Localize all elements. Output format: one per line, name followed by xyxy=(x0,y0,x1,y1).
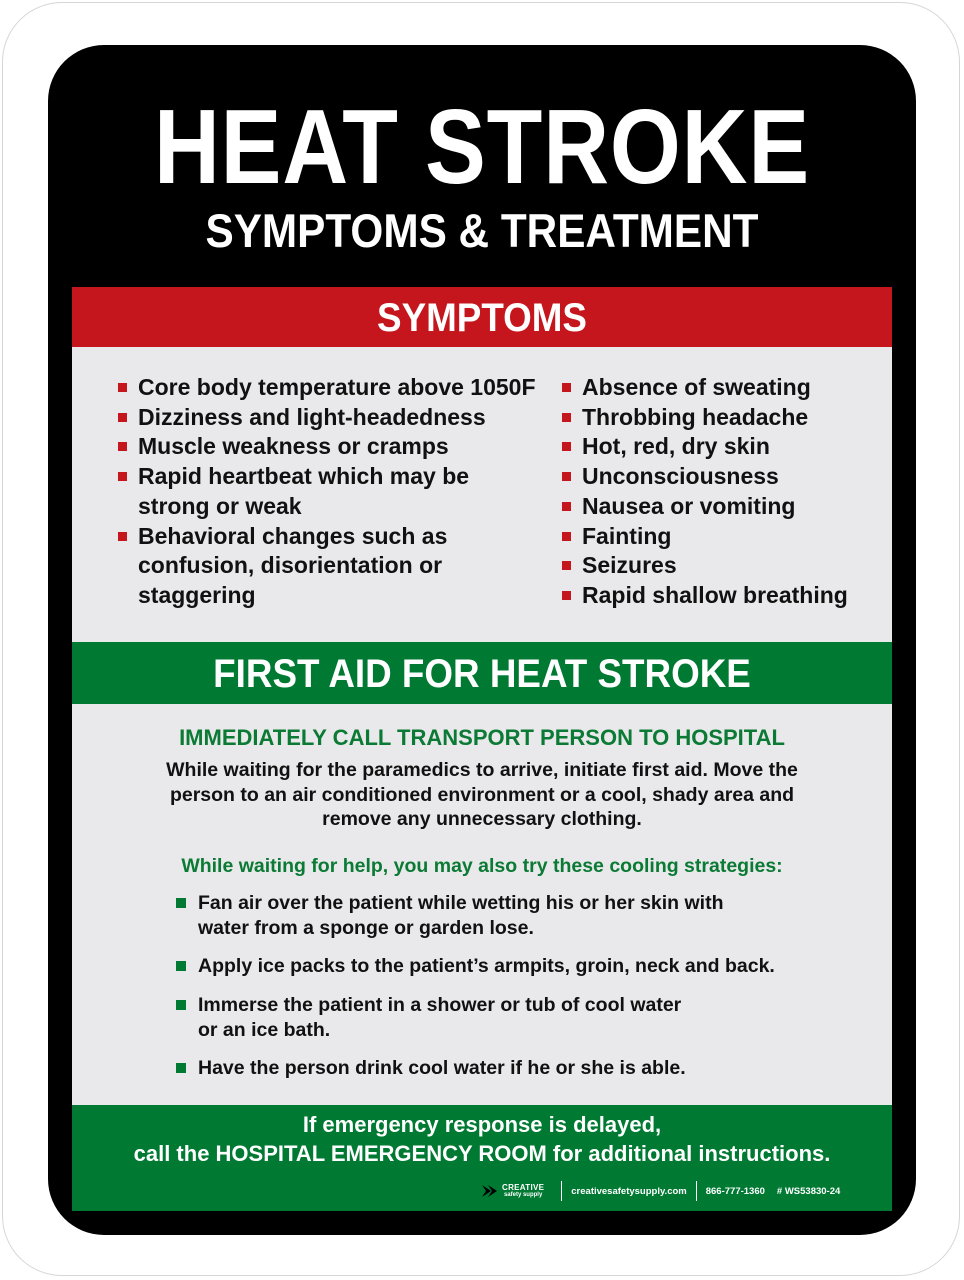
red-square-bullet-icon xyxy=(562,532,571,541)
intro-line: While waiting for the paramedics to arrive, initiate first aid. Move the xyxy=(166,759,798,781)
symptoms-list-left xyxy=(118,373,558,611)
symptom-item: Absence of sweating xyxy=(562,373,882,403)
green-square-bullet-icon xyxy=(176,1063,186,1073)
first-aid-intro xyxy=(132,758,832,832)
brand-logo xyxy=(482,1184,544,1199)
symptom-item: Behavioral changes such as xyxy=(118,522,558,552)
green-square-bullet-icon xyxy=(176,1000,186,1010)
red-square-bullet-icon xyxy=(118,472,127,481)
symptoms-header-band xyxy=(72,287,892,347)
red-square-bullet-icon xyxy=(562,383,571,392)
footer-line-2: call the HOSPITAL EMERGENCY ROOM for additional instructions. xyxy=(133,1141,831,1166)
strategy-item: Have the person drink cool water if he or she is able. xyxy=(176,1056,878,1081)
chevron-logo-icon xyxy=(482,1185,498,1197)
symptom-item-continuation: confusion, disorientation or xyxy=(138,552,443,579)
symptoms-heading: SYMPTOMS xyxy=(377,296,587,340)
symptom-item-continuation: strong or weak xyxy=(138,492,302,519)
intro-line: person to an air conditioned environment or a cool, shady area and xyxy=(169,783,795,806)
symptom-item: Dizziness and light-headedness xyxy=(118,403,558,433)
content-panel xyxy=(72,287,892,1211)
strategy-item: Immerse the patient in a shower or tub of cool water or an ice bath. xyxy=(176,993,878,1042)
red-square-bullet-icon xyxy=(562,413,571,422)
red-square-bullet-icon xyxy=(118,413,127,422)
symptom-item: Rapid shallow breathing xyxy=(562,581,882,611)
cooling-strategies-heading: While waiting for help, you may also try these cooling strategies: xyxy=(181,855,783,877)
red-square-bullet-icon xyxy=(562,502,571,511)
symptom-item: Muscle weakness or cramps xyxy=(118,432,558,462)
call-hospital-heading: IMMEDIATELY CALL TRANSPORT PERSON TO HOSPITAL xyxy=(179,725,785,750)
strategy-item: Apply ice packs to the patient’s armpits, groin, neck and back. xyxy=(176,954,878,979)
heat-stroke-sign xyxy=(48,45,916,1235)
red-square-bullet-icon xyxy=(562,442,571,451)
symptom-item: Nausea or vomiting xyxy=(562,492,882,522)
red-square-bullet-icon xyxy=(118,383,127,392)
brand-name: CREATIVE xyxy=(502,1182,545,1192)
red-square-bullet-icon xyxy=(562,472,571,481)
footer-band xyxy=(72,1105,892,1211)
symptom-item-continuation: staggering xyxy=(138,581,256,608)
symptom-item: Throbbing headache xyxy=(562,403,882,433)
first-aid-heading: FIRST AID FOR HEAT STROKE xyxy=(213,652,751,696)
intro-line: remove any unnecessary clothing. xyxy=(322,808,642,830)
symptom-item: Hot, red, dry skin xyxy=(562,432,882,462)
sign-subtitle: SYMPTOMS & TREATMENT xyxy=(205,204,759,257)
footer-line-1: If emergency response is delayed, xyxy=(302,1112,662,1137)
brand-tagline: safety supply xyxy=(503,1191,543,1198)
website-text: creativesafetysupply.com xyxy=(571,1185,687,1197)
symptom-item: Core body temperature above 1050F xyxy=(118,373,558,403)
footer-divider xyxy=(561,1181,562,1201)
red-square-bullet-icon xyxy=(118,442,127,451)
red-square-bullet-icon xyxy=(562,561,571,570)
footer-divider xyxy=(696,1181,697,1201)
first-aid-header-band xyxy=(72,642,892,704)
symptom-item: Fainting xyxy=(562,522,882,552)
symptom-item: Seizures xyxy=(562,551,882,581)
symptom-item: Rapid heartbeat which may be xyxy=(118,462,558,492)
phone-text: 866-777-1360 xyxy=(705,1185,765,1197)
sign-title: HEAT STROKE xyxy=(153,88,811,206)
green-square-bullet-icon xyxy=(176,961,186,971)
red-square-bullet-icon xyxy=(562,591,571,600)
strategy-item: Fan air over the patient while wetting his or her skin with water from a sponge or garden lose. xyxy=(176,891,878,940)
symptom-item: Unconsciousness xyxy=(562,462,882,492)
product-code: # WS53830-24 xyxy=(776,1185,841,1197)
brand-row xyxy=(482,1180,840,1202)
symptoms-list-right xyxy=(562,373,882,611)
red-square-bullet-icon xyxy=(118,532,127,541)
green-square-bullet-icon xyxy=(176,898,186,908)
